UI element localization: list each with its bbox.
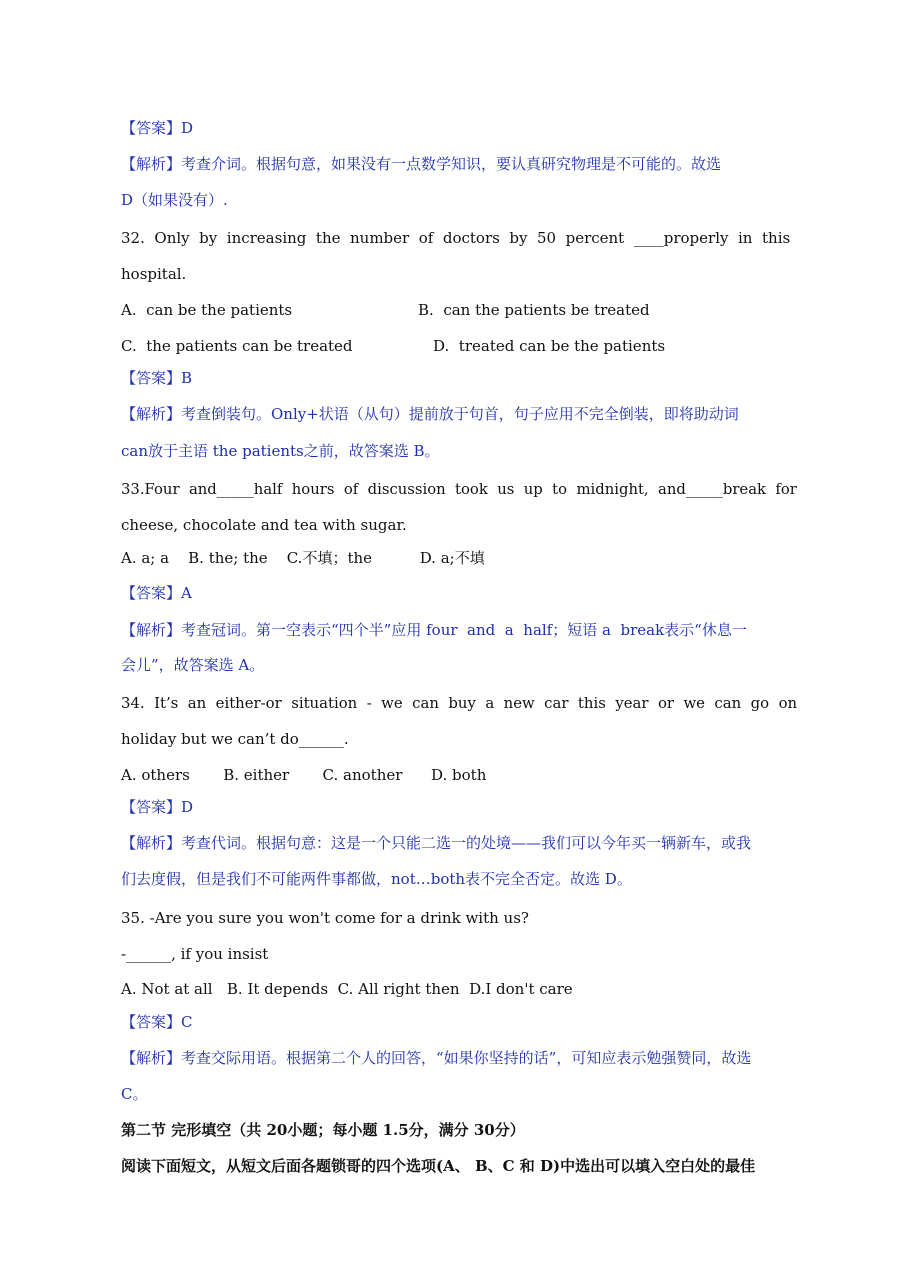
question-32-option-a: A. can be the patients — [121, 301, 293, 319]
answer-33: 【答案】A — [121, 584, 192, 602]
analysis-33-line2: 会儿”，故答案选 A。 — [121, 656, 265, 674]
question-33-options: A. a; a B. the; the C.不填；the D. a;不填 — [121, 549, 485, 567]
section-heading: 第二节 完形填空（共 20小题；每小题 1.5分，满分 30分） — [121, 1121, 525, 1139]
analysis-34-line1: 【解析】考查代词。根据句意：这是一个只能二选一的处境——我们可以今年买一辆新车，或我 — [121, 834, 752, 852]
question-32-option-c: C. the patients can be treated — [121, 337, 353, 355]
analysis-31-line1: 【解析】考查介词。根据句意，如果没有一点数学知识，要认真研究物理是不可能的。故选 — [121, 155, 722, 173]
analysis-32-line2: can放于主语 the patients之前，故答案选 B。 — [121, 442, 440, 460]
question-34-stem-line1: 34. It’s an either-or situation - we can buy a new car this year or we can go on — [121, 694, 798, 712]
analysis-35-line2: C。 — [121, 1085, 148, 1103]
question-34-options: A. others B. either C. another D. both — [121, 766, 487, 784]
question-33-stem-line2: cheese, chocolate and tea with sugar. — [121, 516, 407, 534]
question-35-options: A. Not at all B. It depends C. All right then D.I don't care — [121, 980, 573, 998]
question-32-option-d: D. treated can be the patients — [433, 337, 666, 355]
analysis-34-line2: 们去度假，但是我们不可能两件事都做，not…both表不完全否定。故选 D。 — [121, 870, 632, 888]
analysis-31-line2: D（如果没有）. — [121, 191, 228, 209]
answer-35: 【答案】C — [121, 1013, 193, 1031]
analysis-32-line1: 【解析】考查倒装句。Only+状语（从句）提前放于句首，句子应用不完全倒装，即将助动词 — [121, 405, 739, 423]
question-35-stem-line1: 35. -Are you sure you won't come for a drink with us? — [121, 909, 529, 927]
analysis-35-line1: 【解析】考查交际用语。根据第二个人的回答，“如果你坚持的话”，可知应表示勉强赞同，故选 — [121, 1049, 752, 1067]
question-35-stem-line2: -______, if you insist — [121, 945, 269, 963]
analysis-33-line1: 【解析】考查冠词。第一空表示“四个半”应用 four and a half；短语 a break表示“休息一 — [121, 621, 747, 639]
answer-31: 【答案】D — [121, 119, 194, 137]
question-34-stem-line2: holiday but we can’t do______. — [121, 730, 349, 748]
question-32-option-b: B. can the patients be treated — [418, 301, 650, 319]
question-32-stem-line2: hospital. — [121, 265, 187, 283]
answer-32: 【答案】B — [121, 369, 193, 387]
question-33-stem-line1: 33.Four and_____half hours of discussion took us up to midnight, and_____break for — [121, 480, 797, 498]
section-instruction: 阅读下面短文，从短文后面各题锁哥的四个选项(A、 B、C 和 D)中选出可以填入空白处的最佳 — [121, 1157, 756, 1175]
answer-34: 【答案】D — [121, 798, 194, 816]
question-32-stem-line1: 32. Only by increasing the number of doctors by 50 percent ____properly in this — [121, 229, 791, 247]
